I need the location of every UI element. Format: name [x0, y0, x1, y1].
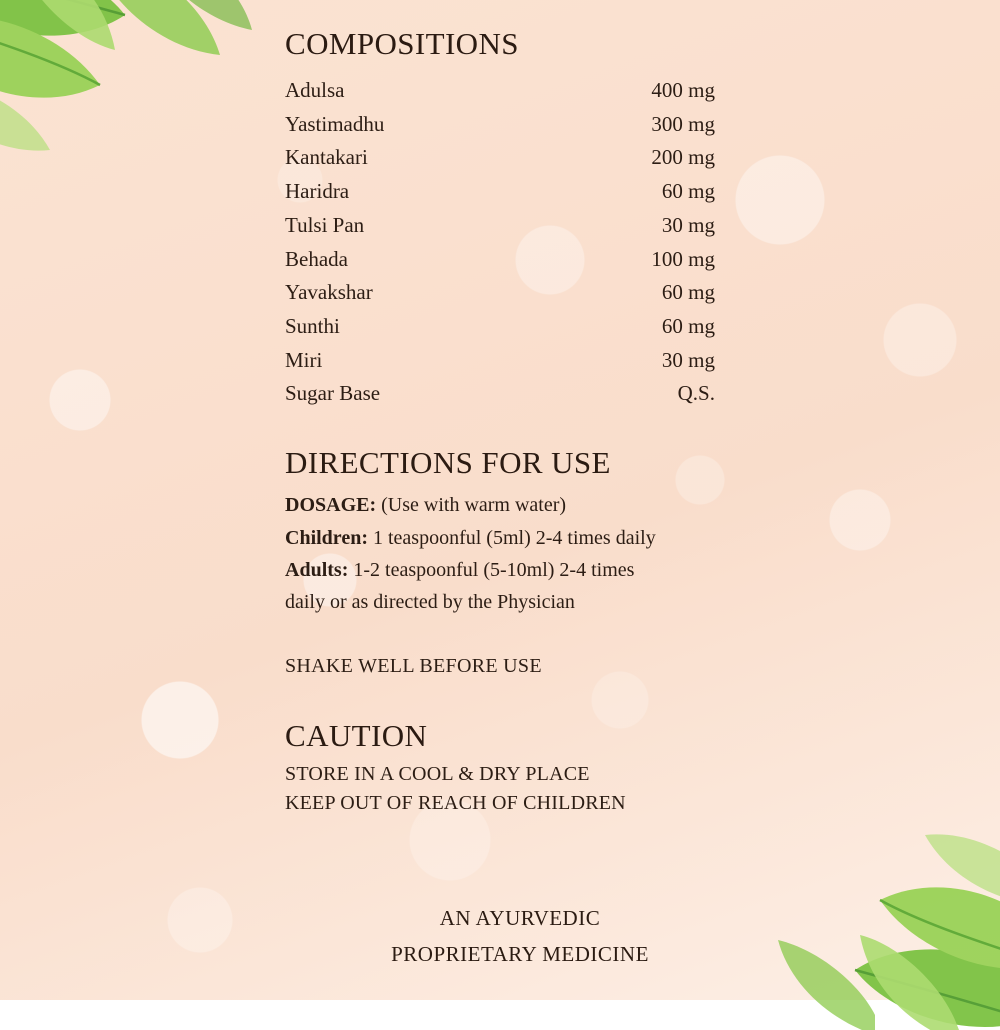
- compositions-table: [285, 74, 715, 411]
- composition-name: Yavakshar: [285, 280, 373, 305]
- table-row: [285, 344, 715, 378]
- children-dosage-line: [285, 522, 945, 554]
- table-row: [285, 310, 715, 344]
- composition-amount: 300 mg: [651, 111, 715, 136]
- footer-line-2: PROPRIETARY MEDICINE: [391, 942, 649, 967]
- table-row: [285, 141, 715, 175]
- composition-amount: 100 mg: [651, 246, 715, 271]
- composition-amount: 200 mg: [651, 145, 715, 170]
- adults-dosage-text: 1-2 teaspoonful (5-10ml) 2-4 times: [353, 558, 635, 581]
- adults-label: Adults:: [285, 558, 349, 581]
- dosage-note: (Use with warm water): [381, 494, 567, 517]
- table-row: [285, 377, 715, 411]
- composition-name: Behada: [285, 246, 348, 271]
- composition-amount: Q.S.: [677, 381, 715, 406]
- composition-amount: 60 mg: [661, 280, 715, 305]
- footer-line-1: AN AYURVEDIC: [439, 906, 601, 930]
- compositions-table-body: [285, 74, 715, 411]
- table-row: [285, 108, 715, 142]
- children-label: Children:: [285, 526, 368, 549]
- shake-well-notice: SHAKE WELL BEFORE USE: [285, 654, 542, 677]
- compositions-title: COMPOSITIONS: [285, 26, 519, 61]
- table-row: [285, 243, 715, 277]
- table-row: [285, 175, 715, 209]
- composition-amount: 60 mg: [661, 179, 715, 204]
- composition-name: Yastimadhu: [285, 111, 385, 136]
- directions-title: DIRECTIONS FOR USE: [285, 445, 611, 481]
- composition-name: Tulsi Pan: [285, 212, 365, 237]
- table-row: [285, 209, 715, 243]
- caution-title: CAUTION: [285, 717, 428, 753]
- composition-name: Adulsa: [285, 78, 345, 102]
- caution-line-storage: STORE IN A COOL & DRY PLACE: [285, 762, 590, 785]
- caution-line-children: KEEP OUT OF REACH OF CHILDREN: [285, 791, 626, 814]
- composition-name: Miri: [285, 347, 323, 372]
- table-row: [285, 74, 715, 108]
- composition-amount: 30 mg: [661, 347, 715, 372]
- dosage-line: [285, 489, 945, 521]
- adults-dosage-line: [285, 554, 945, 586]
- dosage-label: DOSAGE:: [285, 494, 377, 517]
- caution-section: [285, 718, 945, 818]
- composition-name: Kantakari: [285, 145, 368, 170]
- composition-amount: 400 mg: [651, 78, 715, 102]
- table-row: [285, 276, 715, 310]
- composition-amount: 60 mg: [661, 314, 715, 339]
- footer-classification: [285, 900, 755, 972]
- composition-amount: 30 mg: [661, 212, 715, 237]
- adults-dosage-line-continued: daily or as directed by the Physician: [285, 591, 575, 614]
- children-dosage-text: 1 teaspoonful (5ml) 2-4 times daily: [372, 526, 656, 549]
- composition-name: Sunthi: [285, 314, 340, 339]
- leaf-decoration-top-left: [0, 0, 270, 230]
- directions-section: [285, 445, 945, 619]
- composition-name: Haridra: [285, 179, 350, 204]
- composition-name: Sugar Base: [285, 381, 381, 406]
- label-content: [285, 26, 945, 818]
